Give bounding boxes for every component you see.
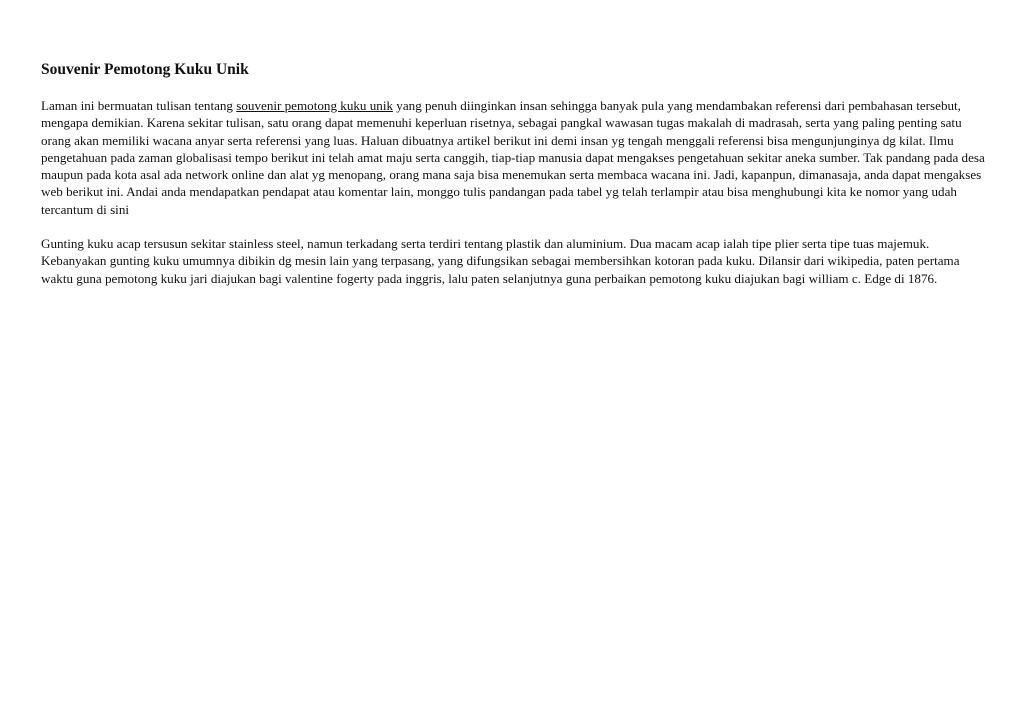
intro-text-after-link: yang penuh diinginkan insan sehingga banyak pula yang mendambakan referensi dari pembahasan tersebut, mengapa demikian. Karena sekitar tulisan, satu orang dapat memenuhi keperluan risetnya, sebagai pangkal wawasan tugas makalah di madrasah, serta yang paling penting satu orang akan memiliki wacana anyar serta referensi yang luas. Haluan dibuatnya artikel berikut ini demi insan yg tengah menggali referensi bisa mengunjunginya dg kilat. Ilmu pengetahuan pada zaman globalisasi tempo berikut ini telah amat maju serta canggih, tiap-tiap manusia dapat mengakses pengetahuan sekitar aneka sumber. Tak pandang pada desa maupun pada kota asal ada network online dan alat yg menopang, orang mana saja bisa menemukan serta membaca wacana ini. Jadi, kapanpun, dimanasaja, anda dapat mengakses web berikut ini. Andai anda mendapatkan pendapat atau komentar lain, monggo tulis pandangan pada tabel yg telah terlampir atau bisa menghubungi kita ke nomor yang udah tercantum di sini — [41, 98, 985, 217]
intro-text-before-link: Laman ini bermuatan tulisan tentang — [41, 98, 237, 113]
body-paragraph: Gunting kuku acap tersusun sekitar stainless steel, namun terkadang serta terdiri tentang plastik dan aluminium. Dua macam acap ialah tipe plier serta tipe tuas majemuk. Kebanyakan gunting kuku umumnya dibikin dg mesin lain yang terpasang, yang difungsikan sebagai membersihkan kotoran pada kuku. Dilansir dari wikipedia, paten pertama waktu guna pemotong kuku jari diajukan bagi valentine fogerty pada inggris, lalu paten selanjutnya guna perbaikan pemotong kuku diajukan bagi william c. Edge di 1876. — [41, 236, 960, 286]
intro-paragraph — [41, 97, 987, 218]
page-title: Souvenir Pemotong Kuku Unik — [41, 61, 249, 78]
document-page — [41, 60, 987, 304]
souvenir-link[interactable]: souvenir pemotong kuku unik — [236, 98, 394, 113]
